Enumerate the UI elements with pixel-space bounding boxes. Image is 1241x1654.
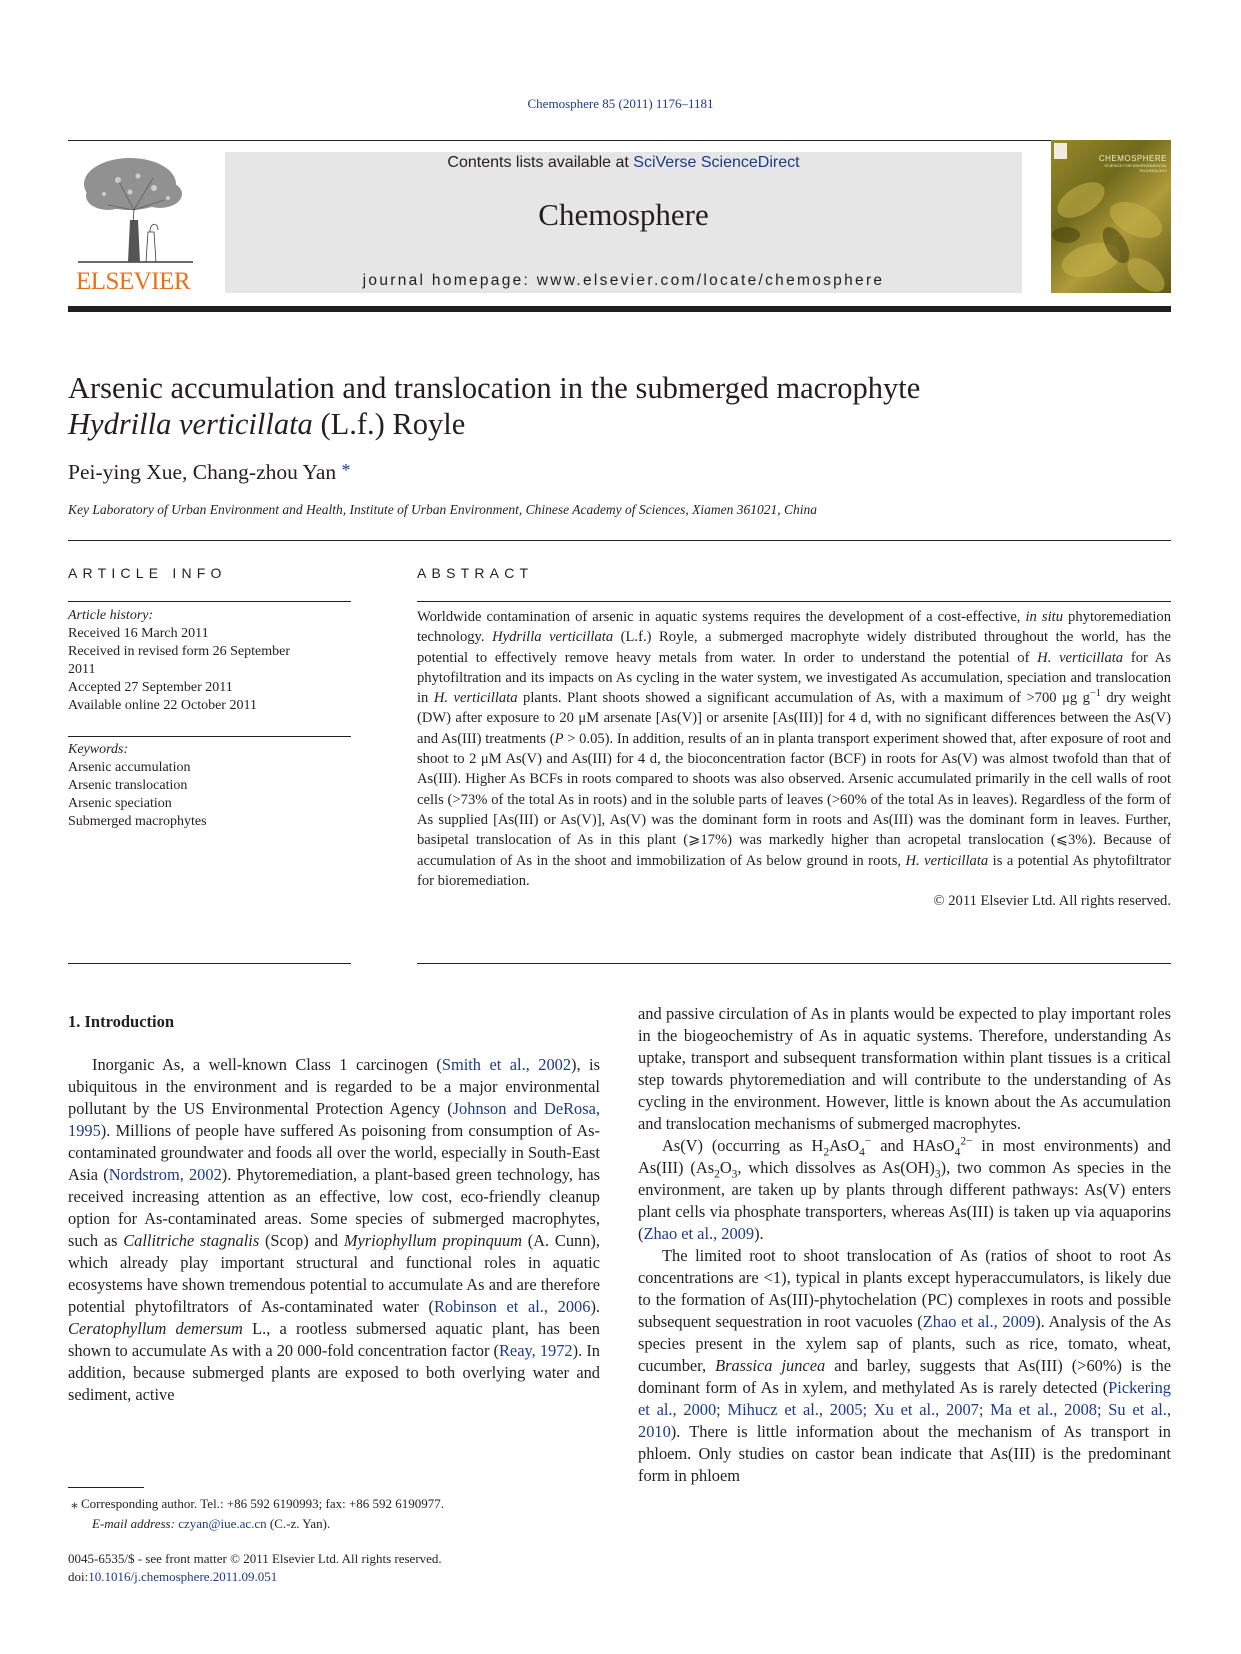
header-rule-thick	[68, 306, 1171, 312]
contents-line	[225, 152, 1022, 172]
article-info-rule-1	[68, 601, 351, 602]
ref-link[interactable]: Pickering et al., 2000; Mihucz et al., 2005; Xu et al., 2007; Ma et al., 2008; Su et al., 2010	[638, 1378, 1171, 1441]
history-online: Available online 22 October 2011	[68, 698, 257, 713]
ref-link[interactable]: Reay, 1972	[499, 1341, 573, 1360]
abstract-rule-bottom	[417, 963, 1171, 964]
article-info-rule-3	[68, 963, 351, 964]
history-accepted: Accepted 27 September 2011	[68, 680, 233, 695]
journal-homepage[interactable]: journal homepage: www.elsevier.com/locate/chemosphere	[362, 272, 885, 289]
footnote	[68, 1494, 608, 1534]
doi-prefix: doi:	[68, 1569, 89, 1584]
author-list	[68, 460, 351, 485]
history-revised: Received in revised form 26 September	[68, 644, 290, 659]
article-info-label: ARTICLE INFO	[68, 565, 227, 581]
footnote-corresponding: ⁎ Corresponding author. Tel.: +86 592 6190993; fax: +86 592 6190977.	[68, 1496, 445, 1511]
history-revised-year: 2011	[68, 662, 96, 677]
ref-link[interactable]: Zhao et al., 2009	[643, 1224, 755, 1243]
abstract-label: ABSTRACT	[417, 565, 534, 581]
section-heading: 1. Introduction	[68, 1012, 175, 1031]
title-line-1: Arsenic accumulation and translocation in the submerged macrophyte	[68, 371, 921, 405]
ref-link[interactable]: Zhao et al., 2009	[922, 1312, 1036, 1331]
history-label: Article history:	[68, 608, 154, 623]
article-info-rule-2	[68, 736, 351, 737]
email-suffix: (C.-z. Yan).	[266, 1516, 331, 1531]
history-received: Received 16 March 2011	[68, 626, 209, 641]
elsevier-logo	[68, 150, 198, 296]
front-matter-line: 0045-6535/$ - see front matter © 2011 Elsevier Ltd. All rights reserved.	[68, 1551, 442, 1566]
cover-subtitle: SCIENCE FOR ENVIRONMENTAL TECHNOLOGY	[1104, 163, 1167, 173]
author-names: Pei-ying Xue, Chang-zhou Yan	[68, 460, 337, 484]
keyword-item: Arsenic speciation	[68, 796, 172, 811]
cover-title: CHEMOSPHERE	[1098, 154, 1167, 163]
corresponding-author-mark[interactable]: *	[341, 460, 351, 480]
footnote-rule	[68, 1487, 144, 1488]
title-species: Hydrilla verticillata	[68, 407, 313, 441]
keyword-item: Arsenic accumulation	[68, 760, 191, 775]
keyword-item: Arsenic translocation	[68, 778, 188, 793]
journal-name: Chemosphere	[538, 197, 709, 232]
keywords	[68, 741, 351, 831]
email-label: E-mail address:	[92, 1516, 175, 1531]
affiliation-rule	[68, 540, 1171, 541]
email-link[interactable]: czyan@iue.ac.cn	[178, 1516, 267, 1531]
footnote-email	[68, 1514, 608, 1534]
front-matter	[68, 1550, 608, 1586]
ref-link[interactable]: Robinson et al., 2006	[433, 1297, 591, 1316]
intro-paragraph-right: and passive circulation of As in plants would be expected to play important roles in the biogeochemistry of As in aquatic systems. Therefore, understanding As uptake, transport and subsequent transformation within plant tissues is a critical step towards phytoremediation and will contribute to the understanding of As cycling in the environment. However, little is known about the As accumulation and translocation mechanisms of submerged macrophytes. As(V) (occurring as $H_2AsO_4^-$ and HAsO$_4^{2-}$ in most environments) and As(III) ($As_2O_3$, which dissolves as $As(OH)_3$), two common As species in the environment, are taken up by plants through different pathways: As(V) enters plant cells via phosphate transporters, whereas As(III) is taken up via aquaporins (Zhao et al., 2009). The limited root to shoot translocation of As (ratios of shoot to root As concentrations are <1), typical in plants except hyperaccumulators, is likely due to the formation of As(III)-phytochelation (PC) complexes in roots and possible subsequent sequestration in root vacuoles (Zhao et al., 2009). Analysis of the As species present in the xylem sap of plants, such as rice, tomato, wheat, cucumber, Brassica juncea and barley, suggests that As(III) (>60%) is the dominant form of As in xylem, and methylated As is rarely detected (Pickering et al., 2000; Mihucz et al., 2005; Xu et al., 2007; Ma et al., 2008; Su et al., 2010). There is little information about the mechanism of As transport in phloem. Only studies on castor bean indicate that As(III) is the predominant form in phloem	[638, 1004, 1172, 1485]
abstract-text: Worldwide contamination of arsenic in aquatic systems requires the development of a cost-effective, in situ phytoremediation technology. Hydrilla verticillata (L.f.) Royle, a submerged macrophyte widely distributed throughout the world, has the potential to effectively remove heavy metals from water. In order to understand the potential of H. verticillata for As phytofiltration and its impacts on As cycling in the water system, we investigated As accumulation, speciation and translocation in H. verticillata plants. Plant shoots showed a significant accumulation of As, with a maximum of >700 μg $g^{-1}$ dry weight (DW) after exposure to 20 μM arsenate [As(V)] or arsenite [As(III)] for 4 d, with no significant differences between the As(V) and As(III) treatments (P > 0.05). In addition, results of an in planta transport experiment showed that, after exposure of root and shoot to 2 μM As(V) and As(III) for 4 d, the bioconcentration factor (BCF) in roots for As(V) was almost twofold than that of As(III). Higher As BCFs in roots compared to shoots was also observed. Arsenic accumulated primarily in the cell walls of root cells (>73% of the total As in roots) and in the soluble parts of leaves (>60% of the total As in leaves). Regardless of the form of As supplied [As(III) or As(V)], As(V) was the dominant form in roots and As(III) was the dominant form in leaves. Further, basipetal translocation of As in this plant (⩾17%) was markedly higher than acropetal translocation (⩽3%). Because of accumulation of As in the shoot and immobilization of As below ground in roots, H. verticillata is a potential As phytofiltrator for bioremediation. © 2011 Elsevier Ltd. All rights reserved.	[417, 607, 1171, 911]
journal-cover-thumbnail[interactable]	[1051, 140, 1171, 293]
journal-citation[interactable]: Chemosphere 85 (2011) 1176–1181	[527, 96, 714, 111]
sciencedirect-link[interactable]: SciVerse ScienceDirect	[633, 154, 800, 171]
title-line-2	[68, 406, 920, 442]
doi-link[interactable]: 10.1016/j.chemosphere.2011.09.051	[88, 1569, 278, 1584]
ref-link[interactable]: Johnson and DeRosa, 1995	[68, 1099, 600, 1140]
contents-prefix: Contents lists available at	[447, 154, 634, 171]
abstract-rule-top	[417, 601, 1171, 602]
ref-link[interactable]: Nordstrom, 2002	[108, 1165, 222, 1184]
keyword-item: Submerged macrophytes	[68, 814, 207, 829]
article-title	[68, 370, 920, 442]
ref-link[interactable]: Smith et al., 2002	[441, 1055, 572, 1074]
journal-banner	[225, 152, 1022, 293]
doi-line	[68, 1568, 608, 1586]
header-rule-top	[68, 140, 1171, 141]
title-authority: (L.f.) Royle	[312, 407, 466, 441]
footnote-corresponding-text: Corresponding author. Tel.: +86 592 6190993; fax: +86 592 6190977.	[81, 1496, 445, 1511]
affiliation: Key Laboratory of Urban Environment and Health, Institute of Urban Environment, Chinese Academy of Sciences, Xiamen 361021, China	[68, 502, 818, 517]
intro-paragraph-left: Inorganic As, a well-known Class 1 carcinogen (Smith et al., 2002), is ubiquitous in the environment and is regarded to be a major environmental pollutant by the US Environmental Protection Agency (Johnson and DeRosa, 1995). Millions of people have suffered As poisoning from consumption of As-contaminated groundwater and foods all over the world, especially in South-East Asia (Nordstrom, 2002). Phytoremediation, a plant-based green technology, has received increasing attention as an effective, low cost, eco-friendly cleanup option for As-contaminated areas. Some species of submerged macrophytes, such as Callitriche stagnalis (Scop) and Myriophyllum propinquum (A. Cunn), which already play important structural and functional roles in aquatic ecosystems have shown tremendous potential to accumulate As and are therefore potential phytofiltrators of As-contaminated water (Robinson et al., 2006). Ceratophyllum demersum L., a rootless submersed aquatic plant, has been shown to accumulate As with a 20 000-fold concentration factor (Reay, 1972). In addition, because submerged plants are exposed to both overlying water and sediment, active	[68, 1055, 600, 1404]
article-history	[68, 607, 351, 715]
abstract-copyright: © 2011 Elsevier Ltd. All rights reserved.	[933, 893, 1171, 910]
elsevier-wordmark: ELSEVIER	[75, 268, 191, 295]
elsevier-tree-icon	[68, 150, 198, 268]
keywords-label: Keywords:	[68, 742, 129, 757]
